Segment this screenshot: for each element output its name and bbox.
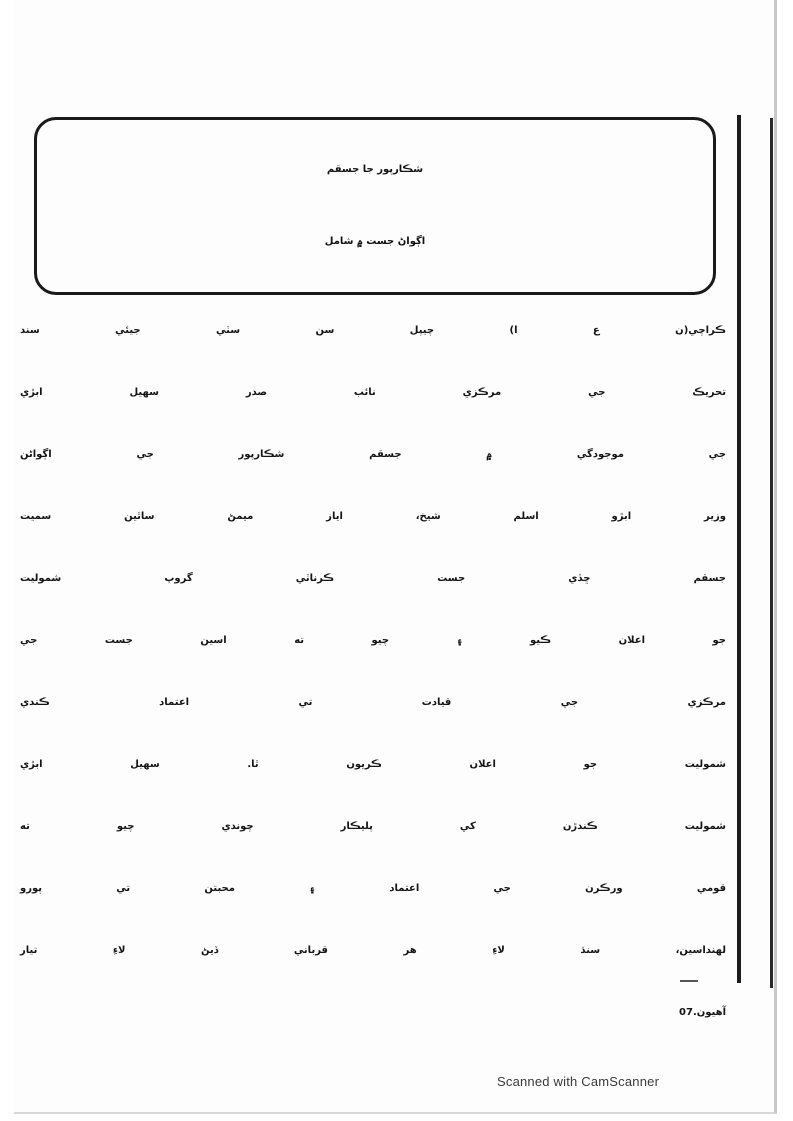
end-dash (680, 980, 698, 982)
column-rule (770, 118, 773, 988)
body-line: جو اعلان ڪيو ۽ چيو ته اسين جست جي (20, 635, 726, 646)
scanner-watermark: Scanned with CamScanner (497, 1074, 660, 1089)
headline-box (34, 117, 716, 295)
article-body (20, 300, 726, 1044)
body-line: قومي ورڪرن جي اعتماد ۽ محبتن تي پورو (20, 883, 726, 894)
body-line: تحريڪ جي مرڪزي نائب صدر سهيل ابڙي (20, 387, 726, 398)
headline-line-2: اڳواڻ جست ۾ شامل (324, 236, 426, 247)
body-line: لهنداسين، سنڌ لاءِ هر قرباني ڏيڻ لاءِ تيار (20, 945, 726, 956)
body-line: جسقم ڇڏي جست ڪرناٽي گروپ شموليت (20, 573, 726, 584)
body-line: جي موجودگي ۾ جسقم شڪارپور جي اڳواڻن (20, 449, 726, 460)
column-rule (737, 115, 741, 983)
body-line: مرڪزي جي قيادت تي اعتماد ڪندي (20, 697, 726, 708)
body-line: شموليت جو اعلان ڪريون ٿا. سهيل ابڙي (20, 759, 726, 770)
body-line-final: آهيون.07 (679, 1007, 726, 1018)
headline-line-1: شڪارپور جا جسقم (326, 164, 424, 175)
body-line: شموليت ڪندڙن کي پليڪار چوندي چيو ته (20, 821, 726, 832)
body-line: وزير ابڙو اسلم شيخ، اياز ميمڻ ساٿين سميت (20, 511, 726, 522)
body-line: ڪراچي(ن ع ا) چيپل سن سٽي جيئي سند (20, 325, 726, 336)
